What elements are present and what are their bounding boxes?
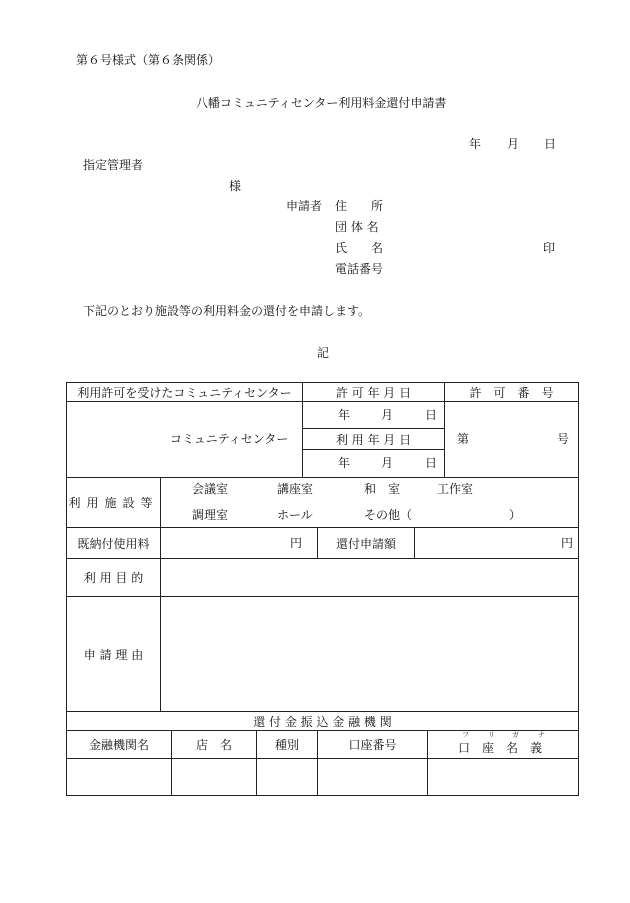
facility-craft-room: 工作室: [437, 482, 474, 496]
account-type-field[interactable]: [257, 759, 317, 795]
applicant-name-label: 氏 名: [335, 241, 384, 255]
furigana-ri: リ: [488, 731, 495, 739]
honorific-sama: 様: [229, 179, 242, 193]
ki-heading: 記: [317, 346, 330, 360]
date-day-label: 日: [544, 137, 557, 151]
bank-section-title: 還 付 金 振 込 金 融 機 関: [253, 714, 392, 729]
refund-amount-yen: 円: [561, 536, 574, 550]
use-date-header: 利 用 年 月 日: [335, 432, 412, 447]
permit-number-header: 許 可 番 号: [469, 385, 554, 400]
permit-date-year: 年: [338, 408, 351, 422]
permit-date-day: 日: [425, 408, 438, 422]
permit-number-dai: 第: [457, 432, 470, 446]
recipient-label: 指定管理者: [83, 158, 144, 172]
bank-name-header: 金融機関名: [88, 738, 149, 752]
reason-label: 申 請 理 由: [83, 647, 144, 662]
purpose-label: 利 用 目 的: [83, 571, 144, 585]
bank-name-field[interactable]: [67, 759, 171, 795]
account-name-field[interactable]: [428, 759, 578, 795]
seal-mark: 印: [543, 241, 556, 255]
document-title: 八幡コミュニティセンター利用料金還付申請書: [196, 96, 447, 110]
permit-date-month: 月: [381, 408, 394, 422]
group-name-label: 団 体 名: [335, 220, 379, 234]
center-column-header: 利用許可を受けたコミュニティセンター: [77, 385, 292, 400]
branch-name-field[interactable]: [172, 759, 256, 795]
facility-hall: ホール: [277, 508, 313, 522]
account-name-header: 口 座 名 義: [458, 741, 543, 755]
account-number-header: 口座番号: [348, 738, 397, 752]
refund-amount-field[interactable]: [415, 528, 555, 558]
purpose-field[interactable]: [161, 559, 578, 596]
applicant-label: 申請者: [286, 199, 323, 213]
permit-number-go: 号: [557, 432, 570, 446]
furigana-na: ナ: [538, 731, 545, 739]
branch-name-header: 店 名: [195, 738, 232, 752]
date-month-label: 月: [507, 137, 520, 151]
paid-fee-field[interactable]: [161, 528, 281, 558]
paid-fee-label: 既納付使用料: [77, 536, 150, 551]
address-label: 住 所: [335, 199, 384, 213]
phone-label: 電話番号: [335, 262, 384, 276]
account-number-field[interactable]: [318, 759, 427, 795]
facility-lecture-room: 講座室: [277, 482, 314, 496]
facility-label: 利用施設等: [68, 496, 159, 510]
application-statement: 下記のとおり施設等の利用料金の還付を申請します。: [83, 304, 371, 318]
center-name-suffix: コミュニティセンター: [170, 432, 289, 446]
furigana-ga: ガ: [512, 731, 519, 739]
use-date-day: 日: [425, 456, 438, 470]
date-year-label: 年: [469, 137, 482, 151]
furigana-fu: フ: [462, 731, 469, 739]
facility-cooking-room: 調理室: [192, 508, 229, 522]
account-type-header: 種別: [274, 738, 299, 752]
facility-meeting-room: 会議室: [192, 482, 229, 496]
facility-other: その他（: [364, 508, 413, 522]
paid-fee-yen: 円: [290, 536, 303, 550]
use-date-month: 月: [381, 456, 394, 470]
facility-japanese-room: 和 室: [364, 482, 401, 496]
facility-other-close: ）: [509, 508, 522, 522]
use-date-year: 年: [338, 456, 351, 470]
reason-field[interactable]: [161, 597, 578, 711]
refund-amount-label: 還付申請額: [335, 536, 396, 551]
form-number: 第６号様式（第６条関係）: [76, 53, 221, 67]
permit-date-header: 許 可 年 月 日: [335, 385, 412, 400]
